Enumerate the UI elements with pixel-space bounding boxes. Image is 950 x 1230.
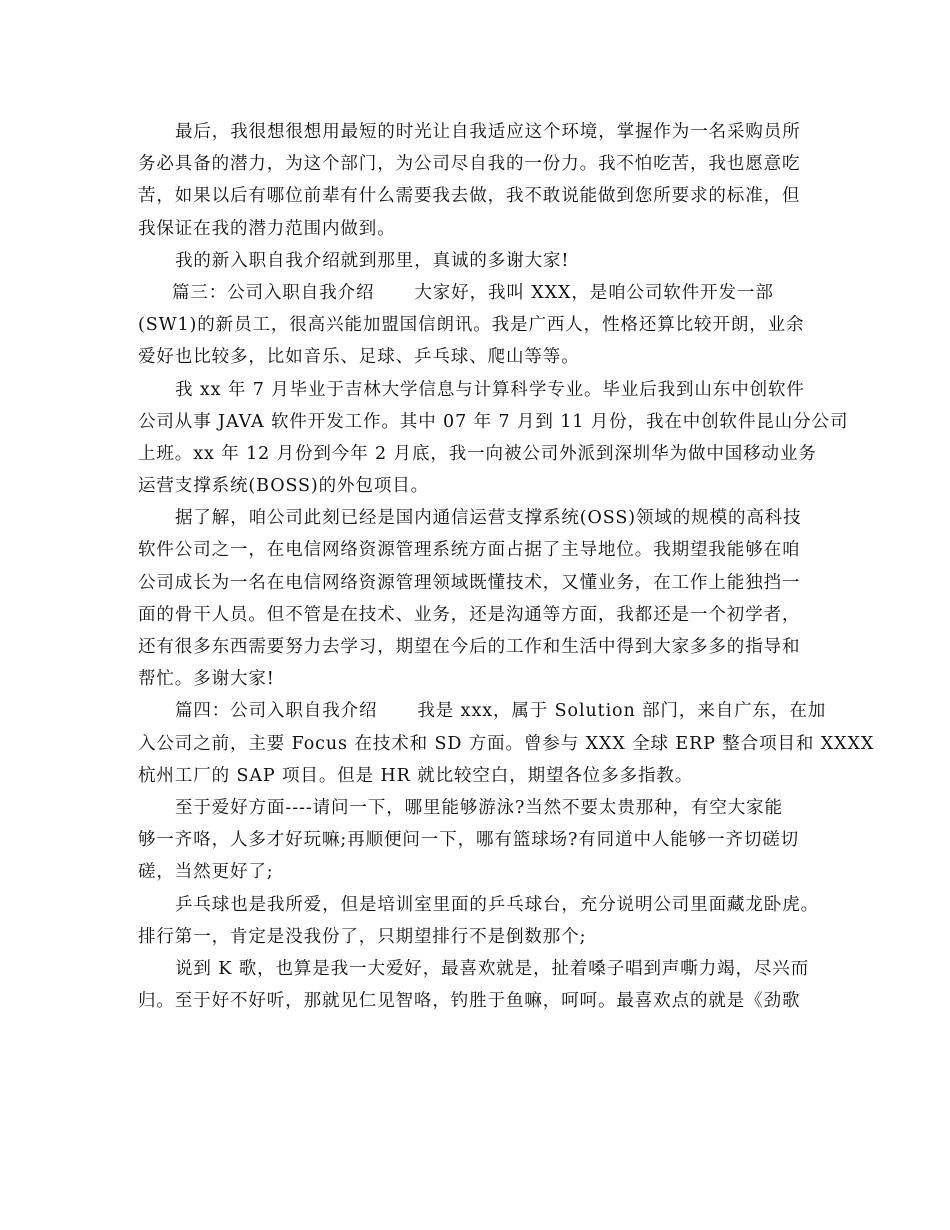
text-line: 帮忙。多谢大家! — [138, 669, 275, 690]
section-heading: 篇三：公司入职自我介绍 — [172, 282, 375, 303]
text-line: 面的骨干人员。但不管是在技术、业务，还是沟通等方面，我都还是一个初学者， — [138, 604, 801, 625]
text-line: 据了解，咱公司此刻已经是国内通信运营支撑系统(OSS)领域的规模的高科技 — [175, 508, 802, 529]
text-line: 说到 K 歌，也算是我一大爱好，最喜欢就是，扯着嗓子唱到声嘶力竭，尽兴而 — [175, 958, 810, 979]
text-line: 杭州工厂的 SAP 项目。但是 HR 就比较空白，期望各位多多指教。 — [138, 765, 694, 786]
text-line: 我保证在我的潜力范围内做到。 — [138, 218, 396, 239]
text-line: 磋，当然更好了; — [138, 862, 274, 883]
text-line: (SW1)的新员工，很高兴能加盟国信朗讯。我是广西人，性格还算比较开朗，业余 — [138, 315, 805, 336]
document-body — [138, 116, 875, 1017]
text-line: 入公司之前，主要 Focus 在技术和 SD 方面。曾参与 XXX 全球 ERP 整合项目和 XXXX — [138, 733, 875, 754]
text-line: 还有很多东西需要努力去学习，期望在今后的工作和生活中得到大家多多的指导和 — [138, 637, 801, 657]
text-run: 大家好，我叫 XXX，是咱公司软件开发一部 — [414, 282, 774, 303]
text-line: 运营支撑系统(BOSS)的外包项目。 — [138, 476, 430, 497]
text-line: 最后，我很想很想用最短的时光让自我适应这个环境，掌握作为一名采购员所 — [175, 122, 801, 142]
text-line: 软件公司之一，在电信网络资源管理系统方面占据了主导地位。我期望我能够在咱 — [138, 540, 801, 561]
text-line: 我的新入职自我介绍就到那里，真诚的多谢大家! — [175, 250, 570, 271]
text-line: 上班。xx 年 12 月份到今年 2 月底，我一向被公司外派到深圳华为做中国移动业务 — [138, 443, 817, 464]
text-line: 至于爱好方面----请问一下，哪里能够游泳?当然不要太贵那种，有空大家能 — [175, 797, 783, 818]
text-line: 务必具备的潜力，为这个部门，为公司尽自我的一份力。我不怕吃苦，我也愿意吃 — [138, 154, 801, 175]
text-line: 公司成长为一名在电信网络资源管理领域既懂技术，又懂业务，在工作上能独挡一 — [138, 572, 801, 593]
section-heading-line — [138, 277, 818, 309]
section-heading-line — [138, 695, 827, 727]
text-line: 爱好也比较多，比如音乐、足球、乒乓球、爬山等等。 — [138, 347, 580, 368]
text-line: 排行第一，肯定是没我份了，只期望排行不是倒数那个; — [138, 926, 587, 947]
text-line: 乒乓球也是我所爱，但是培训室里面的乒乓球台，充分说明公司里面藏龙卧虎。 — [175, 894, 819, 915]
text-run: 我是 xxx，属于 Solution 部门，来自广东，在加 — [417, 701, 827, 722]
text-line: 归。至于好不好听，那就见仁见智咯，钓胜于鱼嘛，呵呵。最喜欢点的就是《劲歌 — [138, 991, 801, 1012]
text-line: 我 xx 年 7 月毕业于吉林大学信息与计算科学专业。毕业后我到山东中创软件 — [175, 379, 805, 400]
section-heading: 篇四：公司入职自我介绍 — [175, 701, 378, 722]
text-line: 公司从事 JAVA 软件开发工作。其中 07 年 7 月到 11 月份，我在中创软件昆山分公司 — [138, 411, 849, 432]
text-line: 苦，如果以后有哪位前辈有什么需要我去做，我不敢说能做到您所要求的标准，但 — [138, 186, 801, 207]
text-line: 够一齐咯，人多才好玩嘛;再顺便问一下，哪有篮球场?有同道中人能够一齐切磋切 — [138, 830, 800, 851]
